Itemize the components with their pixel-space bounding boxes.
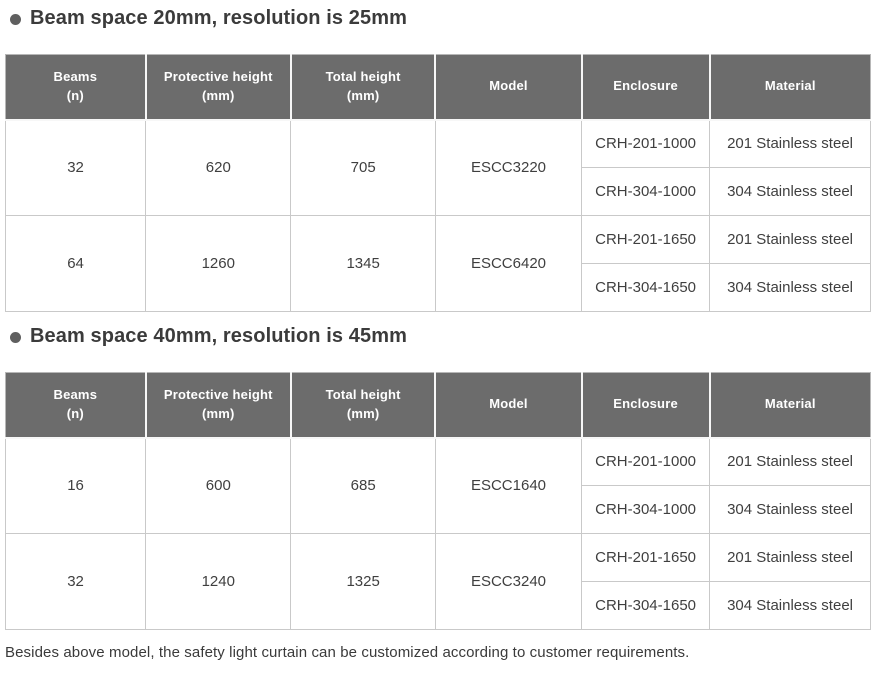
spec-table-20mm	[5, 54, 871, 312]
bullet-icon	[10, 14, 21, 25]
col-header-line1: Material	[764, 396, 816, 412]
col-header-beams	[6, 55, 146, 120]
col-header-line1: Protective height	[163, 68, 273, 84]
enclosure-value: CRH-201-1650	[582, 534, 710, 582]
table-row	[6, 534, 871, 582]
enclosure-value: CRH-304-1650	[582, 264, 710, 312]
col-header-line2: (mm)	[346, 405, 380, 421]
col-header-line2: (mm)	[201, 87, 235, 103]
model-value: ESCC1640	[435, 438, 581, 534]
total-height-value: 685	[291, 438, 435, 534]
material-value: 304 Stainless steel	[710, 264, 871, 312]
col-header-line1: Enclosure	[613, 78, 678, 94]
col-header-line2: (n)	[66, 87, 84, 103]
col-header-protective-height	[146, 55, 291, 120]
col-header-material	[710, 55, 871, 120]
beams-value: 32	[6, 120, 146, 216]
bullet-icon	[10, 332, 21, 343]
table-header-row	[6, 373, 871, 438]
col-header-line1: Protective height	[163, 386, 273, 402]
section-title	[5, 322, 871, 350]
col-header-model	[435, 55, 581, 120]
col-header-line1: Beams	[53, 68, 98, 84]
col-header-material	[710, 373, 871, 438]
protective-height-value: 620	[146, 120, 291, 216]
protective-height-value: 600	[146, 438, 291, 534]
total-height-value: 705	[291, 120, 435, 216]
material-value: 304 Stainless steel	[710, 486, 871, 534]
table-header-row	[6, 55, 871, 120]
col-header-line2: (n)	[66, 405, 84, 421]
model-value: ESCC6420	[435, 216, 581, 312]
enclosure-value: CRH-201-1000	[582, 438, 710, 486]
col-header-total-height	[291, 373, 435, 438]
model-value: ESCC3220	[435, 120, 581, 216]
enclosure-value: CRH-304-1000	[582, 168, 710, 216]
beams-value: 64	[6, 216, 146, 312]
enclosure-value: CRH-201-1650	[582, 216, 710, 264]
protective-height-value: 1260	[146, 216, 291, 312]
enclosure-value: CRH-201-1000	[582, 120, 710, 168]
col-header-line1: Material	[764, 78, 816, 94]
section-title-text: Beam space 20mm, resolution is 25mm	[30, 7, 407, 29]
customization-note: Besides above model, the safety light curtain can be customized according to customer requirements.	[5, 644, 690, 661]
material-value: 304 Stainless steel	[710, 168, 871, 216]
col-header-line1: Model	[489, 78, 528, 94]
beams-value: 16	[6, 438, 146, 534]
total-height-value: 1345	[291, 216, 435, 312]
col-header-model	[435, 373, 581, 438]
enclosure-value: CRH-304-1650	[582, 582, 710, 630]
section-title	[5, 4, 871, 32]
protective-height-value: 1240	[146, 534, 291, 630]
beam-space-20mm-section	[5, 4, 871, 312]
col-header-line1: Total height	[325, 68, 401, 84]
material-value: 201 Stainless steel	[710, 438, 871, 486]
col-header-enclosure	[582, 373, 710, 438]
col-header-beams	[6, 373, 146, 438]
col-header-line1: Beams	[53, 386, 98, 402]
col-header-line1: Total height	[325, 386, 401, 402]
col-header-enclosure	[582, 55, 710, 120]
col-header-line2: (mm)	[346, 87, 380, 103]
material-value: 304 Stainless steel	[710, 582, 871, 630]
enclosure-value: CRH-304-1000	[582, 486, 710, 534]
beams-value: 32	[6, 534, 146, 630]
table-row	[6, 120, 871, 168]
col-header-total-height	[291, 55, 435, 120]
beam-space-40mm-section	[5, 322, 871, 630]
material-value: 201 Stainless steel	[710, 216, 871, 264]
table-row	[6, 438, 871, 486]
model-value: ESCC3240	[435, 534, 581, 630]
table-row	[6, 216, 871, 264]
col-header-line2: (mm)	[201, 405, 235, 421]
col-header-protective-height	[146, 373, 291, 438]
material-value: 201 Stainless steel	[710, 120, 871, 168]
section-title-text: Beam space 40mm, resolution is 45mm	[30, 325, 407, 347]
material-value: 201 Stainless steel	[710, 534, 871, 582]
col-header-line1: Enclosure	[613, 396, 678, 412]
spec-table-40mm	[5, 372, 871, 630]
total-height-value: 1325	[291, 534, 435, 630]
col-header-line1: Model	[489, 396, 528, 412]
